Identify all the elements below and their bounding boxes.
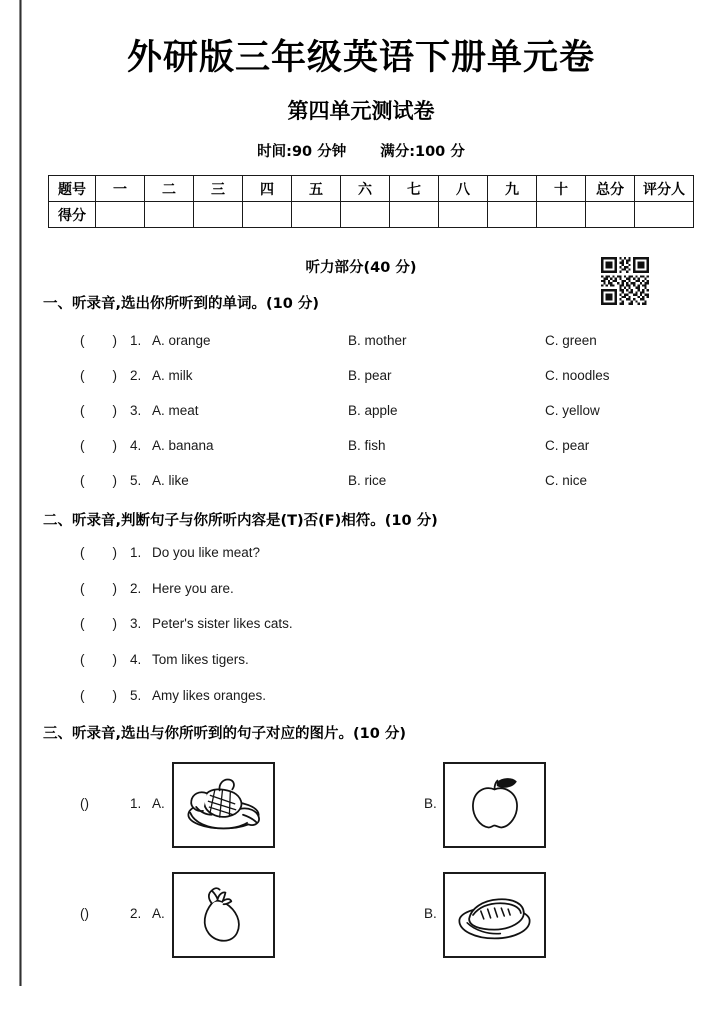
table-header-q6: 六 [341,176,390,202]
question-sentence-s2-q5: Amy likes oranges. [152,688,267,703]
option-label-a-s3-q1: A. [152,796,165,811]
meat-on-plate-image[interactable] [443,872,546,958]
option-c-s1-q3[interactable]: C. yellow [545,403,600,418]
option-c-s1-q2[interactable]: C. noodles [545,368,610,383]
score-cell-q5[interactable] [292,202,341,228]
answer-blank-s2-q5[interactable]: ( ) [80,688,117,703]
answer-blank-s1-q4[interactable]: ( ) [80,438,117,453]
question-number-s1-q4: 4. [130,438,142,453]
qr-code[interactable] [601,257,649,297]
score-cell-q8[interactable] [439,202,488,228]
score-cell-q9[interactable] [488,202,537,228]
score-cell-q10[interactable] [537,202,586,228]
question-number-s3-q1: 1. [130,796,142,811]
table-header-q10: 十 [537,176,586,202]
picture-question-row-1 [80,758,680,854]
option-b-s1-q1[interactable]: B. mother [348,333,407,348]
answer-blank-s3-q2[interactable]: () [80,906,89,921]
exam-meta [0,140,722,161]
section-heading-2: 二、听录音,判断句子与你所听内容是(T)否(F)相符。(10 分) [43,513,438,529]
question-row-s1-q2 [80,368,680,392]
apple-image[interactable] [443,762,546,848]
option-b-s1-q5[interactable]: B. rice [348,473,387,488]
score-cell-q3[interactable] [194,202,243,228]
question-row-s2-q5 [80,688,680,712]
table-header-q7: 七 [390,176,439,202]
time-limit-label: 时间:90 分钟 [257,144,347,160]
option-c-s1-q4[interactable]: C. pear [545,438,590,453]
table-header-q2: 二 [145,176,194,202]
option-c-s1-q1[interactable]: C. green [545,333,597,348]
question-number-s2-q4: 4. [130,652,142,667]
question-number-s1-q5: 5. [130,473,142,488]
option-label-a-s3-q2: A. [152,906,165,921]
question-row-s2-q1 [80,545,680,569]
option-a-s1-q2[interactable]: A. milk [152,368,193,383]
answer-blank-s2-q4[interactable]: ( ) [80,652,117,667]
listening-part-heading: 听力部分(40 分) [305,260,417,276]
question-row-s2-q3 [80,616,680,640]
question-number-s2-q3: 3. [130,616,142,631]
answer-blank-s3-q1[interactable]: () [80,796,89,811]
table-header-grader: 评分人 [635,176,694,202]
table-header-question-no: 题号 [49,176,96,202]
question-row-s1-q3 [80,403,680,427]
question-row-s1-q4 [80,438,680,462]
question-number-s1-q1: 1. [130,333,142,348]
option-b-s1-q4[interactable]: B. fish [348,438,386,453]
table-row-scores [49,202,694,228]
table-header-q3: 三 [194,176,243,202]
question-sentence-s2-q2: Here you are. [152,581,234,596]
score-cell-total[interactable] [586,202,635,228]
answer-blank-s2-q2[interactable]: ( ) [80,581,117,596]
option-a-s1-q3[interactable]: A. meat [152,403,199,418]
page-title: 外研版三年级英语下册单元卷 [126,37,595,78]
option-label-b-s3-q1: B. [424,796,437,811]
question-sentence-s2-q3: Peter's sister likes cats. [152,616,293,631]
section-heading-3: 三、听录音,选出与你所听到的句子对应的图片。(10 分) [43,726,406,742]
answer-blank-s1-q1[interactable]: ( ) [80,333,117,348]
option-a-s1-q5[interactable]: A. like [152,473,189,488]
table-header-q4: 四 [243,176,292,202]
score-cell-q2[interactable] [145,202,194,228]
score-table [48,175,694,228]
question-number-s1-q3: 3. [130,403,142,418]
score-cell-q1[interactable] [96,202,145,228]
question-row-s1-q5 [80,473,680,497]
eggplant-image[interactable] [172,872,275,958]
table-row-question-numbers [49,176,694,202]
answer-blank-s1-q5[interactable]: ( ) [80,473,117,488]
question-row-s2-q2 [80,581,680,605]
question-sentence-s2-q1: Do you like meat? [152,545,261,560]
table-header-total: 总分 [586,176,635,202]
table-header-q8: 八 [439,176,488,202]
option-a-s1-q4[interactable]: A. banana [152,438,214,453]
option-b-s1-q3[interactable]: B. apple [348,403,398,418]
corn-on-plate-image[interactable] [172,762,275,848]
full-score-label: 满分:100 分 [380,144,465,160]
answer-blank-s1-q2[interactable]: ( ) [80,368,117,383]
question-number-s1-q2: 2. [130,368,142,383]
score-cell-q7[interactable] [390,202,439,228]
answer-blank-s2-q1[interactable]: ( ) [80,545,117,560]
answer-blank-s1-q3[interactable]: ( ) [80,403,117,418]
score-cell-grader[interactable] [635,202,694,228]
option-b-s1-q2[interactable]: B. pear [348,368,392,383]
table-header-q9: 九 [488,176,537,202]
option-c-s1-q5[interactable]: C. nice [545,473,588,488]
question-row-s2-q4 [80,652,680,676]
section-heading-1: 一、听录音,选出你所听到的单词。(10 分) [43,296,319,312]
question-sentence-s2-q4: Tom likes tigers. [152,652,249,667]
table-header-q5: 五 [292,176,341,202]
question-number-s2-q1: 1. [130,545,142,560]
picture-question-row-2 [80,868,680,964]
question-row-s1-q1 [80,333,680,357]
score-cell-q4[interactable] [243,202,292,228]
question-number-s2-q2: 2. [130,581,142,596]
option-label-b-s3-q2: B. [424,906,437,921]
table-header-score: 得分 [49,202,96,228]
question-number-s2-q5: 5. [130,688,142,703]
page-subtitle: 第四单元测试卷 [287,98,435,123]
option-a-s1-q1[interactable]: A. orange [152,333,211,348]
answer-blank-s2-q3[interactable]: ( ) [80,616,117,631]
question-number-s3-q2: 2. [130,906,142,921]
score-cell-q6[interactable] [341,202,390,228]
table-header-q1: 一 [96,176,145,202]
